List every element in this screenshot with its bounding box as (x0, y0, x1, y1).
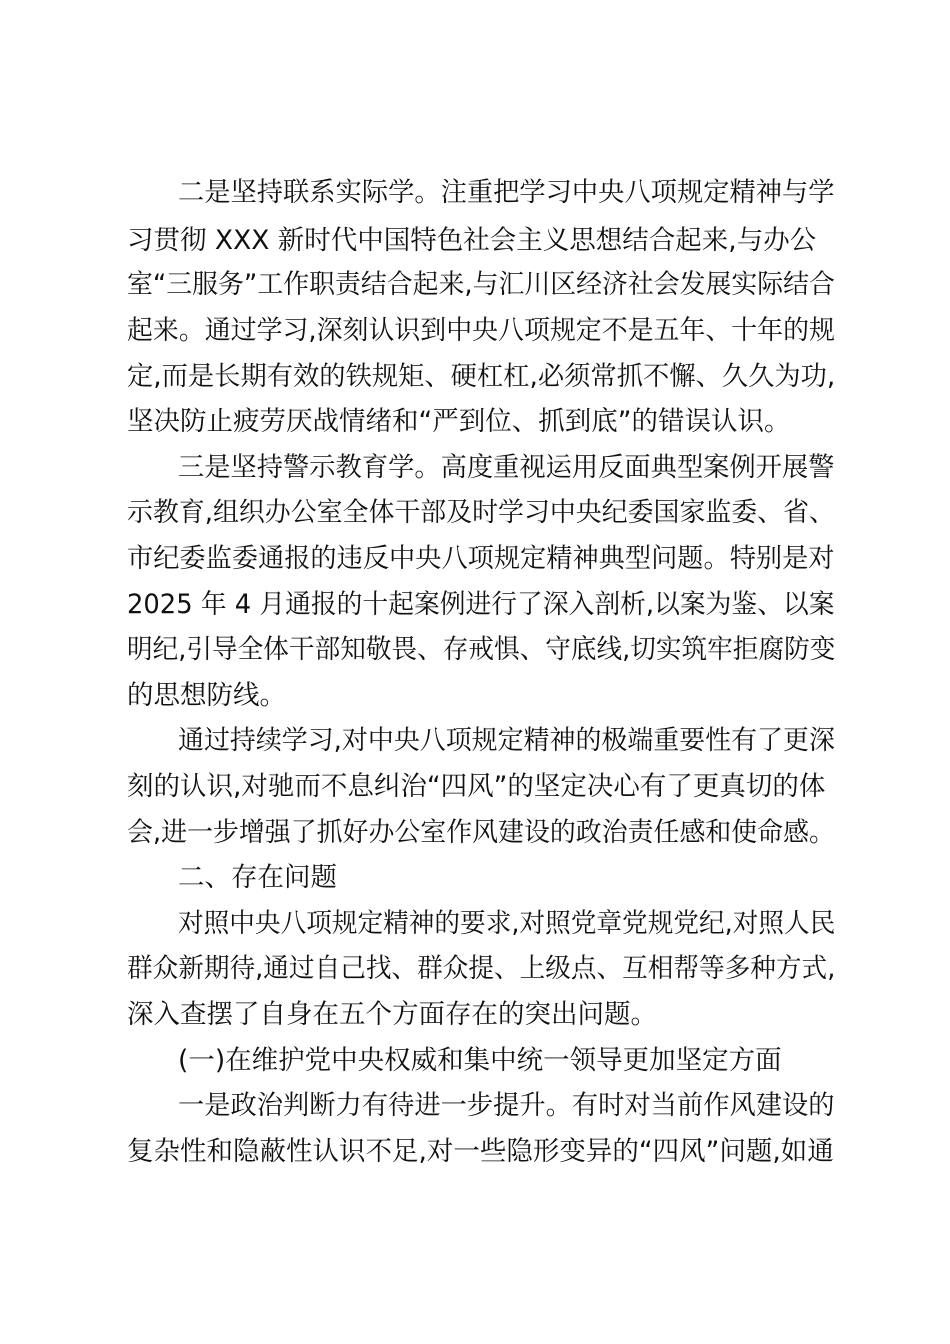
text-line: 通过持续学习,对中央八项规定精神的极端重要性有了更深 (178, 725, 835, 756)
text-line: 示教育,组织办公室全体干部及时学习中央纪委国家监委、省、 (127, 497, 835, 528)
text-line: 室“三服务”工作职责结合起来,与汇川区经济社会发展实际结合 (127, 269, 835, 300)
text-line: 明纪,引导全体干部知敬畏、存戒惧、守底线,切实筑牢拒腐防变 (127, 634, 836, 665)
text-line: 会,进一步增强了抓好办公室作风建设的政治责任感和使命感。 (127, 817, 835, 848)
subsection-heading: (一)在维护党中央权威和集中统一领导更加坚定方面 (178, 1045, 782, 1076)
text-line: 复杂性和隐蔽性认识不足,对一些隐形变异的“四风”问题,如通 (127, 1136, 834, 1167)
text-line: 的思想防线。 (127, 680, 286, 711)
text-line: 坚决防止疲劳厌战情绪和“严到位、抓到底”的错误认识。 (127, 406, 791, 437)
text-line: 二是坚持联系实际学。注重把学习中央八项规定精神与学 (178, 177, 835, 208)
text-line: 2025 年 4 月通报的十起案例进行了深入剖析,以案为鉴、以案 (127, 589, 835, 620)
text-line: 群众新期待,通过自己找、群众提、上级点、互相帮等多种方式, (127, 953, 836, 984)
text-line: 起来。通过学习,深刻认识到中央八项规定不是五年、十年的规 (127, 315, 835, 346)
text-line: 市纪委监委通报的违反中央八项规定精神典型问题。特别是对 (127, 543, 835, 574)
text-line: 定,而是长期有效的铁规矩、硬杠杠,必须常抓不懈、久久为功, (127, 361, 836, 392)
section-heading: 二、存在问题 (178, 862, 337, 893)
text-line: 深入查摆了自身在五个方面存在的突出问题。 (127, 999, 657, 1030)
text-line: 一是政治判断力有待进一步提升。有时对当前作风建设的 (178, 1090, 835, 1121)
text-line: 刻的认识,对驰而不息纠治“四风”的坚定决心有了更真切的体 (127, 771, 826, 802)
text-line: 习贯彻 XXX 新时代中国特色社会主义思想结合起来,与办公 (127, 225, 817, 256)
text-line: 三是坚持警示教育学。高度重视运用反面典型案例开展警 (178, 452, 835, 483)
text-line: 对照中央八项规定精神的要求,对照党章党规党纪,对照人民 (178, 908, 836, 939)
